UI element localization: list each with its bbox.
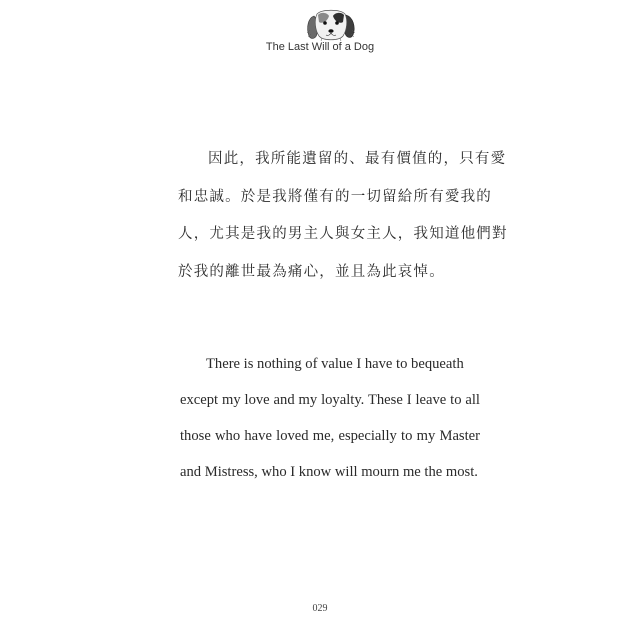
english-line: and Mistress, who I know will mourn me the most. <box>180 464 478 480</box>
english-paragraph <box>180 352 480 496</box>
english-line: except my love and my loyalty. These I leave to all <box>180 392 480 408</box>
running-header-title: The Last Will of a Dog <box>265 41 375 53</box>
chinese-line: 於我的離世最為痛心，並且為此哀悼。 <box>178 263 445 280</box>
english-line: There is nothing of value I have to bequeath <box>206 356 464 372</box>
chinese-line: 因此，我所能遺留的、最有價值的，只有愛 <box>208 151 507 167</box>
page-number: 029 <box>312 603 328 614</box>
chinese-paragraph <box>178 146 508 296</box>
chinese-line: 人，尤其是我的男主人與女主人，我知道他們對 <box>178 226 508 242</box>
chinese-line: 和忠誠。於是我將僅有的一切留給所有愛我的 <box>178 188 492 205</box>
english-line: those who have loved me, especially to my Master <box>180 428 480 444</box>
